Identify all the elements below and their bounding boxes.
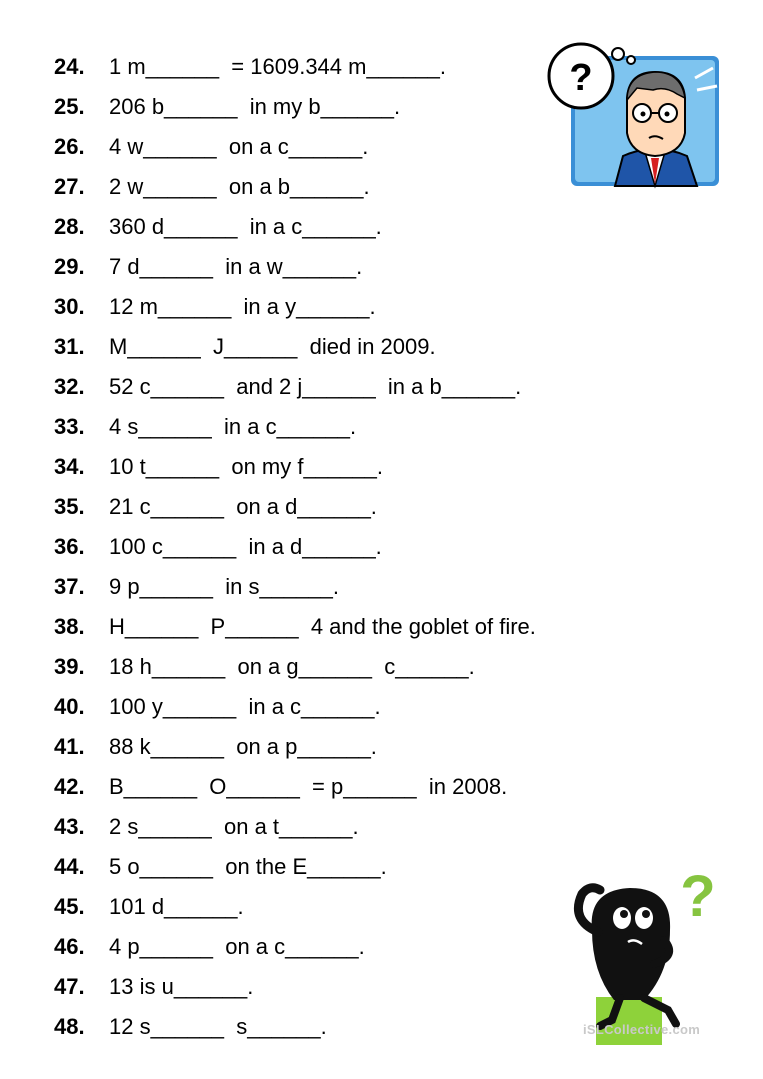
item-number: 45. [54, 894, 85, 919]
item-number: 46. [54, 934, 85, 959]
exercise-item [54, 850, 536, 890]
item-number: 26. [54, 134, 85, 159]
item-text: H______ P______ 4 and the goblet of fire. [109, 614, 536, 639]
item-text: 52 c______ and 2 j______ in a b______. [109, 374, 522, 399]
exercise-item [54, 890, 536, 930]
svg-text:?: ? [569, 57, 593, 99]
exercise-item [54, 650, 536, 690]
exercise-item [54, 690, 536, 730]
item-text: 100 y______ in a c______. [109, 694, 381, 719]
item-number: 43. [54, 814, 85, 839]
item-number: 41. [54, 734, 85, 759]
item-text: 2 w______ on a b______. [109, 174, 370, 199]
item-number: 25. [54, 94, 85, 119]
item-text: 9 p______ in s______. [109, 574, 339, 599]
item-text: 12 s______ s______. [109, 1014, 327, 1039]
svg-text:?: ? [680, 864, 716, 929]
item-text: 13 is u______. [109, 974, 254, 999]
item-text: 21 c______ on a d______. [109, 494, 377, 519]
item-text: 2 s______ on a t______. [109, 814, 359, 839]
exercise-item [54, 570, 536, 610]
item-number: 29. [54, 254, 85, 279]
exercise-item [54, 90, 536, 130]
item-text: B______ O______ = p______ in 2008. [109, 774, 508, 799]
item-number: 42. [54, 774, 85, 799]
item-text: 4 w______ on a c______. [109, 134, 369, 159]
item-text: 206 b______ in my b______. [109, 94, 401, 119]
exercise-item [54, 330, 536, 370]
exercise-item [54, 290, 536, 330]
item-number: 40. [54, 694, 85, 719]
item-text: 18 h______ on a g______ c______. [109, 654, 475, 679]
exercise-item [54, 490, 536, 530]
exercise-list [54, 50, 536, 1050]
item-number: 24. [54, 54, 85, 79]
item-number: 48. [54, 1014, 85, 1039]
exercise-item [54, 530, 536, 570]
thinking-man-icon [545, 38, 725, 193]
item-text: 4 s______ in a c______. [109, 414, 357, 439]
item-text: 100 c______ in a d______. [109, 534, 382, 559]
item-text: 1 m______ = 1609.344 m______. [109, 54, 446, 79]
item-text: 360 d______ in a c______. [109, 214, 382, 239]
item-number: 47. [54, 974, 85, 999]
item-number: 27. [54, 174, 85, 199]
watermark: iSLCollective.com [583, 1022, 701, 1037]
item-number: 30. [54, 294, 85, 319]
item-number: 32. [54, 374, 85, 399]
exercise-item [54, 50, 536, 90]
exercise-item [54, 450, 536, 490]
exercise-item [54, 210, 536, 250]
item-number: 34. [54, 454, 85, 479]
item-number: 36. [54, 534, 85, 559]
item-text: 12 m______ in a y______. [109, 294, 376, 319]
exercise-item [54, 810, 536, 850]
item-text: 88 k______ on a p______. [109, 734, 377, 759]
item-text: M______ J______ died in 2009. [109, 334, 436, 359]
item-number: 39. [54, 654, 85, 679]
item-number: 38. [54, 614, 85, 639]
item-text: 5 o______ on the E______. [109, 854, 387, 879]
item-text: 4 p______ on a c______. [109, 934, 365, 959]
exercise-item [54, 610, 536, 650]
exercise-item [54, 770, 536, 810]
exercise-item [54, 170, 536, 210]
exercise-item [54, 730, 536, 770]
exercise-item [54, 250, 536, 290]
exercise-item [54, 970, 536, 1010]
exercise-item [54, 370, 536, 410]
exercise-item [54, 1010, 536, 1050]
exercise-item [54, 410, 536, 450]
item-number: 35. [54, 494, 85, 519]
item-number: 44. [54, 854, 85, 879]
item-number: 31. [54, 334, 85, 359]
item-text: 101 d______. [109, 894, 244, 919]
item-number: 28. [54, 214, 85, 239]
item-text: 7 d______ in a w______. [109, 254, 363, 279]
item-number: 37. [54, 574, 85, 599]
item-text: 10 t______ on my f______. [109, 454, 383, 479]
exercise-item [54, 930, 536, 970]
exercise-item [54, 130, 536, 170]
item-number: 33. [54, 414, 85, 439]
